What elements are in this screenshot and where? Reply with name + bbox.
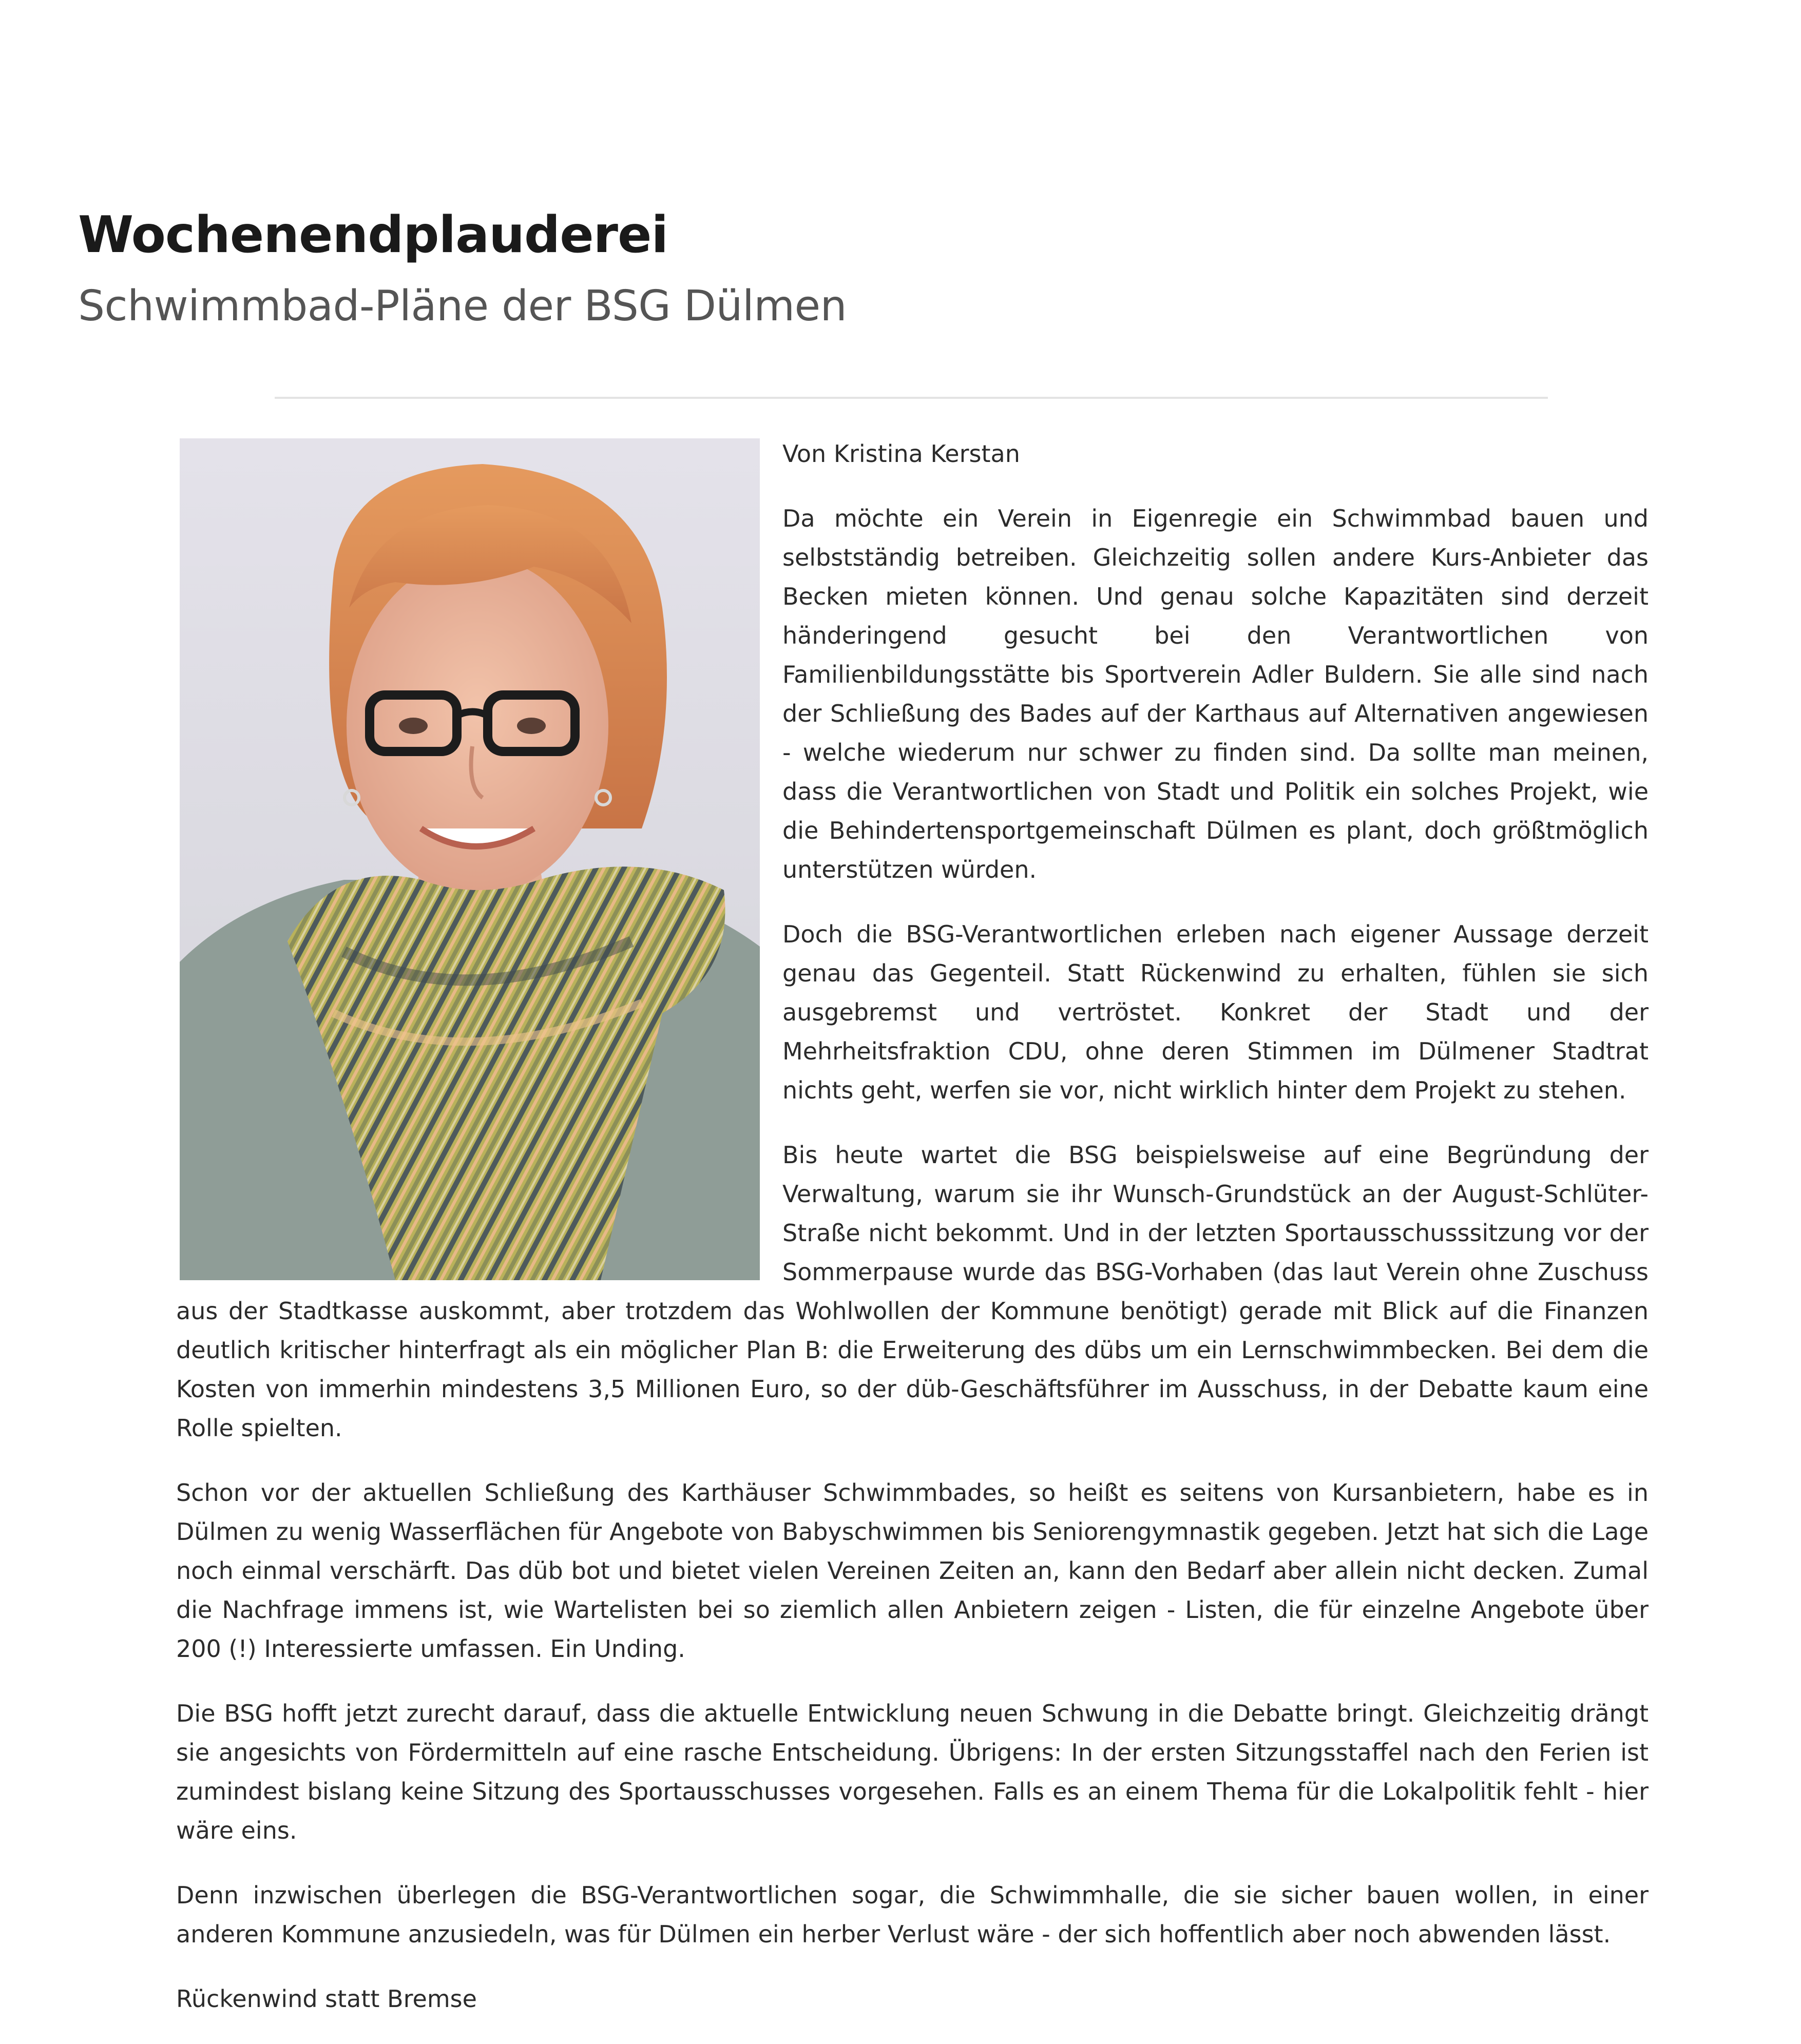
page-title: Wochenendplauderei	[78, 206, 668, 264]
article-paragraph-3: Bis heute wartet die BSG beispielsweise auf eine Begründung der Verwaltung, warum sie ihr Wunsch-Grundstück an der August-Schlüter-Straße nicht bekommt. Und in der letzten Sportausschusssitzung vor der Sommerpause wurde das BSG-Vorhaben (das laut Verein ohne Zuschuss aus der Stadtkasse auskommt, aber trotzdem das Wohlwollen der Kommune benötigt) gerade mit Blick auf die Finanzen deutlich kritischer hinterfragt als ein möglicher Plan B: die Erweiterung des dübs um ein Lernschwimmbecken. Bei dem die Kosten von immerhin mindestens 3,5 Millionen Euro, so der düb-Geschäftsführer im Ausschuss, in der Debatte kaum eine Rolle spielten.	[176, 1141, 1649, 1442]
article-body	[176, 434, 1649, 2044]
article-closing-line: Rückenwind statt Bremse	[176, 1985, 477, 2013]
portrait-illustration	[180, 438, 760, 1280]
article-paragraph-1: Da möchte ein Verein in Eigenregie ein Schwimmbad bauen und selbstständig betreiben. Gleichzeitig sollen andere Kurs-Anbieter das Becken mieten können. Und genau solche Kapazitäten sind derzeit händeringend gesucht bei den Verantwortlichen von Familienbildungsstätte bis Sportverein Adler Buldern. Sie alle sind nach der Schließung des Bades auf der Karthaus auf Alternativen angewiesen - welche wiederum nur schwer zu finden sind. Da sollte man meinen, dass die Verantwortlichen von Stadt und Politik ein solches Projekt, wie die Behindertensportgemeinschaft Dülmen es plant, doch größtmöglich unterstützen würden.	[782, 505, 1649, 883]
article-paragraph-4: Schon vor der aktuellen Schließung des Karthäuser Schwimmbades, so heißt es seitens von Kursanbietern, habe es in Dülmen zu wenig Wasserflächen für Angebote von Babyschwimmen bis Seniorengymnastik gegeben. Jetzt hat sich die Lage noch einmal verschärft. Das düb bot und bietet vielen Vereinen Zeiten an, kann den Bedarf aber allein nicht decken. Zumal die Nachfrage immens ist, wie Wartelisten bei so ziemlich allen Anbietern zeigen - Listen, die für einzelne Angebote über 200 (!) Interessierte umfassen. Ein Unding.	[176, 1479, 1649, 1663]
article-paragraph-2: Doch die BSG-Verantwortlichen erleben nach eigener Aussage derzeit genau das Gegenteil. Statt Rückenwind zu erhalten, fühlen sie sich ausgebremst und vertröstet. Konkret der Stadt und der Mehrheitsfraktion CDU, ohne deren Stimmen im Dülmener Stadtrat nichts geht, werfen sie vor, nicht wirklich hinter dem Projekt zu stehen.	[782, 920, 1649, 1104]
header-divider	[275, 397, 1548, 399]
article-paragraph-6: Denn inzwischen überlegen die BSG-Verantwortlichen sogar, die Schwimmhalle, die sie sicher bauen wollen, in einer anderen Kommune anzusiedeln, was für Dülmen ein herber Verlust wäre - der sich hoffentlich aber noch abwenden lässt.	[176, 1881, 1649, 1948]
article-byline: Von Kristina Kerstan	[782, 440, 1020, 468]
article-paragraph-5: Die BSG hofft jetzt zurecht darauf, dass die aktuelle Entwicklung neuen Schwung in die Debatte bringt. Gleichzeitig drängt sie angesichts von Fördermitteln auf eine rasche Entscheidung. Übrigens: In der ersten Sitzungsstaffel nach den Ferien ist zumindest bislang keine Sitzung des Sportausschusses vorgesehen. Falls es an einem Thema für die Lokalpolitik fehlt - hier wäre eins.	[176, 1700, 1649, 1844]
page-subtitle: Schwimmbad-Pläne der BSG Dülmen	[78, 282, 847, 331]
author-portrait-photo	[180, 438, 760, 1280]
